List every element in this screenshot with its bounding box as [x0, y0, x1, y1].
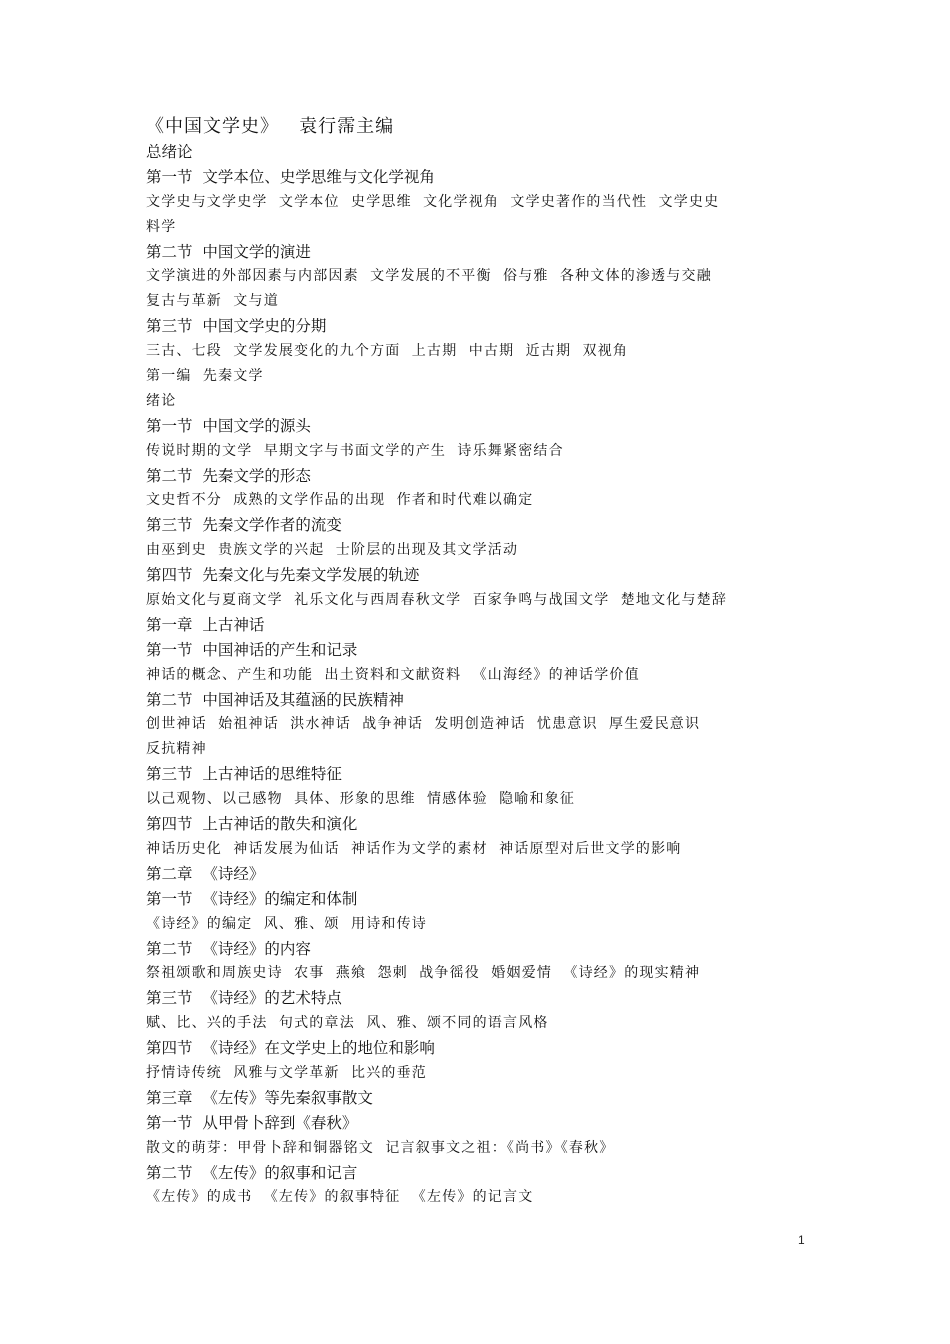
topic-line: 抒情诗传统 风雅与文学革新 比兴的垂范	[146, 1064, 427, 1081]
topic-line: 文学史与文学史学 文学本位 史学思维 文化学视角 文学史著作的当代性 文学史史	[146, 193, 720, 210]
section-heading: 第一章 上古神话	[146, 615, 265, 634]
topic-line: 三古、七段 文学发展变化的九个方面 上古期 中古期 近古期 双视角	[146, 343, 629, 360]
section-heading: 第三节 中国文学史的分期	[146, 317, 327, 336]
section-heading: 第四节 上古神话的散失和演化	[146, 815, 358, 834]
section-heading: 第四节 《诗经》在文学史上的地位和影响	[146, 1039, 435, 1058]
section-heading: 第二节 中国文学的演进	[146, 242, 311, 261]
section-heading: 第三节 《诗经》的艺术特点	[146, 989, 342, 1008]
section-heading: 第二节 先秦文学的形态	[146, 466, 311, 485]
topic-line: 神话的概念、产生和功能 出土资料和文献资料 《山海经》的神话学价值	[146, 666, 640, 683]
section-heading: 第一节 从甲骨卜辞到《春秋》	[146, 1113, 358, 1132]
topic-line: 复古与革新 文与道	[146, 293, 279, 310]
section-heading: 第二节 《左传》的叙事和记言	[146, 1163, 358, 1182]
topic-line: 第一编 先秦文学	[146, 368, 264, 385]
section-heading: 第三章 《左传》等先秦叙事散文	[146, 1088, 373, 1107]
topic-line: 《诗经》的编定 风、雅、颂 用诗和传诗	[146, 915, 427, 932]
section-heading: 第一节 《诗经》的编定和体制	[146, 889, 358, 908]
topic-line: 创世神话 始祖神话 洪水神话 战争神话 发明创造神话 忧患意识 厚生爱民意识	[146, 716, 701, 733]
topic-line: 反抗精神	[146, 741, 207, 758]
topic-line: 绪论	[146, 392, 177, 409]
topic-line: 文史哲不分 成熟的文学作品的出现 作者和时代难以确定	[146, 492, 534, 509]
section-heading: 第一节 中国神话的产生和记录	[146, 640, 358, 659]
section-heading: 第一节 中国文学的源头	[146, 416, 311, 435]
section-heading: 第二章 《诗经》	[146, 864, 265, 883]
topic-line: 赋、比、兴的手法 句式的章法 风、雅、颂不同的语言风格	[146, 1015, 549, 1032]
section-heading: 第一节 文学本位、史学思维与文化学视角	[146, 167, 435, 186]
topic-line: 文学演进的外部因素与内部因素 文学发展的不平衡 俗与雅 各种文体的渗透与交融	[146, 268, 712, 285]
topic-line: 神话历史化 神话发展为仙话 神话作为文学的素材 神话原型对后世文学的影响	[146, 840, 682, 857]
topic-line: 原始文化与夏商文学 礼乐文化与西周春秋文学 百家争鸣与战国文学 楚地文化与楚辞	[146, 592, 728, 609]
section-heading: 第三节 上古神话的思维特征	[146, 765, 342, 784]
topic-line: 《左传》的成书 《左传》的叙事特征 《左传》的记言文	[146, 1189, 534, 1206]
section-heading: 第二节 《诗经》的内容	[146, 939, 311, 958]
topic-line: 由巫到史 贵族文学的兴起 士阶层的出现及其文学活动	[146, 542, 519, 559]
section-heading: 第二节 中国神话及其蕴涵的民族精神	[146, 690, 404, 709]
topic-line: 料学	[146, 218, 177, 235]
topic-line: 散文的萌芽：甲骨卜辞和铜器铭文 记言叙事文之祖：《尚书》《春秋》	[146, 1139, 615, 1156]
section-heading: 第四节 先秦文化与先秦文学发展的轨迹	[146, 566, 420, 585]
page-number: 1	[798, 1233, 805, 1247]
section-heading: 总绪论	[146, 143, 193, 161]
document-title: 《中国文学史》 袁行霈主编	[146, 116, 395, 137]
topic-line: 传说时期的文学 早期文字与书面文学的产生 诗乐舞紧密结合	[146, 442, 564, 459]
outline-lines	[146, 140, 806, 1210]
section-heading: 第三节 先秦文学作者的流变	[146, 516, 342, 535]
page-content	[146, 113, 806, 1210]
topic-line: 以己观物、以己感物 具体、形象的思维 情感体验 隐喻和象征	[146, 791, 576, 808]
topic-line: 祭祖颂歌和周族史诗 农事 燕飨 怨刺 战争徭役 婚姻爱情 《诗经》的现实精神	[146, 965, 701, 982]
